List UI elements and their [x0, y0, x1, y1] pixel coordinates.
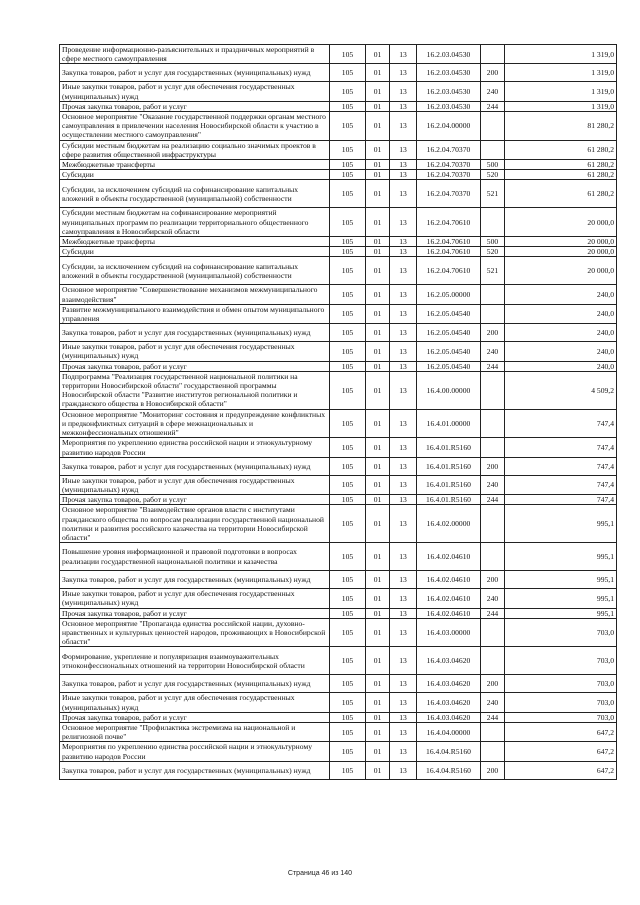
- row-vr: 240: [481, 342, 505, 361]
- row-vr: [481, 742, 505, 761]
- row-pr: 13: [390, 82, 417, 101]
- row-vr: 244: [481, 608, 505, 618]
- row-rz: 01: [366, 647, 390, 675]
- table-row: [60, 475, 617, 494]
- row-name: Прочая закупка товаров, работ и услуг: [60, 712, 330, 722]
- row-pr: 13: [390, 361, 417, 371]
- row-ved: 105: [330, 618, 366, 647]
- row-pr: 13: [390, 371, 417, 409]
- row-pr: 13: [390, 589, 417, 608]
- row-csr: 16.4.02.04610: [417, 571, 481, 589]
- row-rz: 01: [366, 45, 390, 64]
- row-name: Мероприятия по укреплению единства российской нации и этнокультурному развитию народов России: [60, 742, 330, 761]
- row-rz: 01: [366, 693, 390, 712]
- row-csr: 16.2.03.04530: [417, 101, 481, 111]
- row-ved: 105: [330, 438, 366, 457]
- row-name: Закупка товаров, работ и услуг для государственных (муниципальных) нужд: [60, 571, 330, 589]
- row-rz: 01: [366, 140, 390, 159]
- row-csr: 16.2.04.70610: [417, 257, 481, 285]
- row-ved: 105: [330, 475, 366, 494]
- row-name: Иные закупки товаров, работ и услуг для обеспечения государственных (муниципальных) нужд: [60, 693, 330, 712]
- table-row: [60, 543, 617, 571]
- row-name: Субсидии: [60, 247, 330, 257]
- row-csr: 16.2.05.04540: [417, 324, 481, 342]
- row-vr: 521: [481, 180, 505, 208]
- row-vr: [481, 112, 505, 141]
- row-rz: 01: [366, 101, 390, 111]
- row-name: Основное мероприятие "Мониторинг состояния и предупреждение конфликтных и предконфликтных ситуаций в сфере межнациональных и межконфессиональных отношений": [60, 409, 330, 438]
- row-pr: 13: [390, 693, 417, 712]
- row-name: Закупка товаров, работ и услуг для государственных (муниципальных) нужд: [60, 675, 330, 693]
- row-name: Основное мероприятие "Совершенствование механизмов межмуниципального взаимодействия": [60, 285, 330, 304]
- row-pr: 13: [390, 495, 417, 505]
- row-ved: 105: [330, 505, 366, 543]
- row-vr: 200: [481, 571, 505, 589]
- budget-table-body: [60, 45, 617, 780]
- row-sum: 647,2: [505, 761, 617, 779]
- row-vr: 244: [481, 495, 505, 505]
- row-name: Основное мероприятие "Оказание государственной поддержки органам местного самоуправления в привлечении населения Новосибирской области к участию в осуществлении местного самоуправления": [60, 112, 330, 141]
- row-vr: [481, 647, 505, 675]
- row-name: Прочая закупка товаров, работ и услуг: [60, 361, 330, 371]
- row-pr: 13: [390, 457, 417, 475]
- row-csr: 16.2.04.70370: [417, 140, 481, 159]
- table-row: [60, 712, 617, 722]
- row-csr: 16.4.03.00000: [417, 618, 481, 647]
- row-sum: 240,0: [505, 285, 617, 304]
- row-csr: 16.4.02.04610: [417, 543, 481, 571]
- table-row: [60, 285, 617, 304]
- row-rz: 01: [366, 361, 390, 371]
- row-ved: 105: [330, 257, 366, 285]
- row-vr: 500: [481, 237, 505, 247]
- table-row: [60, 82, 617, 101]
- row-vr: 244: [481, 361, 505, 371]
- row-rz: 01: [366, 342, 390, 361]
- row-vr: [481, 304, 505, 323]
- row-vr: 240: [481, 475, 505, 494]
- row-pr: 13: [390, 608, 417, 618]
- row-ved: 105: [330, 543, 366, 571]
- row-name: Иные закупки товаров, работ и услуг для обеспечения государственных (муниципальных) нужд: [60, 342, 330, 361]
- row-name: Иные закупки товаров, работ и услуг для обеспечения государственных (муниципальных) нужд: [60, 475, 330, 494]
- row-pr: 13: [390, 170, 417, 180]
- row-rz: 01: [366, 742, 390, 761]
- row-pr: 13: [390, 45, 417, 64]
- row-name: Мероприятия по укреплению единства российской нации и этнокультурному развитию народов России: [60, 438, 330, 457]
- row-pr: 13: [390, 140, 417, 159]
- row-ved: 105: [330, 712, 366, 722]
- row-sum: 240,0: [505, 304, 617, 323]
- table-row: [60, 371, 617, 409]
- row-csr: 16.2.04.70610: [417, 208, 481, 237]
- row-vr: 200: [481, 457, 505, 475]
- row-name: Межбюджетные трансферты: [60, 160, 330, 170]
- row-ved: 105: [330, 693, 366, 712]
- row-ved: 105: [330, 589, 366, 608]
- row-sum: 1 319,0: [505, 101, 617, 111]
- row-csr: 16.4.01.R5160: [417, 438, 481, 457]
- row-sum: 20 000,0: [505, 237, 617, 247]
- row-pr: 13: [390, 438, 417, 457]
- row-sum: 995,1: [505, 505, 617, 543]
- table-row: [60, 45, 617, 64]
- table-row: [60, 457, 617, 475]
- row-csr: 16.2.05.04540: [417, 304, 481, 323]
- row-vr: [481, 543, 505, 571]
- row-rz: 01: [366, 82, 390, 101]
- row-rz: 01: [366, 247, 390, 257]
- row-sum: 747,4: [505, 409, 617, 438]
- row-vr: [481, 140, 505, 159]
- row-ved: 105: [330, 647, 366, 675]
- row-ved: 105: [330, 342, 366, 361]
- row-ved: 105: [330, 64, 366, 82]
- row-csr: 16.4.04.R5160: [417, 761, 481, 779]
- row-vr: 200: [481, 64, 505, 82]
- row-name: Субсидии, за исключением субсидий на софинансирование капитальных вложений в объекты государственной (муниципальной) собственности: [60, 257, 330, 285]
- row-vr: [481, 45, 505, 64]
- row-rz: 01: [366, 457, 390, 475]
- row-csr: 16.2.04.70610: [417, 237, 481, 247]
- row-csr: 16.2.05.04540: [417, 342, 481, 361]
- row-name: Развитие межмуниципального взаимодействия и обмен опытом муниципального управления: [60, 304, 330, 323]
- row-ved: 105: [330, 112, 366, 141]
- row-pr: 13: [390, 208, 417, 237]
- row-pr: 13: [390, 618, 417, 647]
- row-vr: 520: [481, 170, 505, 180]
- row-sum: 61 280,2: [505, 160, 617, 170]
- row-vr: 500: [481, 160, 505, 170]
- row-rz: 01: [366, 495, 390, 505]
- row-sum: 1 319,0: [505, 45, 617, 64]
- row-sum: 647,2: [505, 742, 617, 761]
- row-sum: 61 280,2: [505, 170, 617, 180]
- row-rz: 01: [366, 409, 390, 438]
- row-csr: 16.4.03.04620: [417, 712, 481, 722]
- row-sum: 1 319,0: [505, 64, 617, 82]
- row-csr: 16.2.04.70370: [417, 180, 481, 208]
- row-sum: 81 280,2: [505, 112, 617, 141]
- row-sum: 240,0: [505, 324, 617, 342]
- row-rz: 01: [366, 208, 390, 237]
- row-csr: 16.4.03.04620: [417, 675, 481, 693]
- row-name: Прочая закупка товаров, работ и услуг: [60, 495, 330, 505]
- row-rz: 01: [366, 475, 390, 494]
- row-sum: 647,2: [505, 722, 617, 741]
- row-ved: 105: [330, 409, 366, 438]
- row-rz: 01: [366, 543, 390, 571]
- row-name: Основное мероприятие "Взаимодействие органов власти с институтами гражданского общества по вопросам реализации государственной национальной политики и развития российского казачества на территории Новосибирской области": [60, 505, 330, 543]
- row-csr: 16.4.03.04620: [417, 693, 481, 712]
- row-rz: 01: [366, 371, 390, 409]
- table-row: [60, 722, 617, 741]
- row-rz: 01: [366, 257, 390, 285]
- row-vr: 240: [481, 589, 505, 608]
- row-csr: 16.2.03.04530: [417, 45, 481, 64]
- row-ved: 105: [330, 82, 366, 101]
- table-row: [60, 693, 617, 712]
- row-pr: 13: [390, 180, 417, 208]
- row-ved: 105: [330, 140, 366, 159]
- row-sum: 995,1: [505, 571, 617, 589]
- row-sum: 4 509,2: [505, 371, 617, 409]
- row-rz: 01: [366, 160, 390, 170]
- row-rz: 01: [366, 608, 390, 618]
- row-pr: 13: [390, 160, 417, 170]
- table-row: [60, 608, 617, 618]
- row-pr: 13: [390, 675, 417, 693]
- row-name: Повышение уровня информационной и правовой подготовки в вопросах реализации государственной национальной политики и казачества: [60, 543, 330, 571]
- row-sum: 61 280,2: [505, 140, 617, 159]
- table-row: [60, 237, 617, 247]
- row-sum: 703,0: [505, 618, 617, 647]
- row-sum: 20 000,0: [505, 257, 617, 285]
- row-name: Иные закупки товаров, работ и услуг для обеспечения государственных (муниципальных) нужд: [60, 82, 330, 101]
- row-sum: 703,0: [505, 647, 617, 675]
- row-sum: 240,0: [505, 361, 617, 371]
- row-sum: 20 000,0: [505, 208, 617, 237]
- row-csr: 16.2.03.04530: [417, 64, 481, 82]
- row-vr: 200: [481, 761, 505, 779]
- row-name: Прочая закупка товаров, работ и услуг: [60, 608, 330, 618]
- table-row: [60, 571, 617, 589]
- row-ved: 105: [330, 675, 366, 693]
- row-vr: [481, 208, 505, 237]
- row-ved: 105: [330, 180, 366, 208]
- row-csr: 16.4.00.00000: [417, 371, 481, 409]
- table-row: [60, 589, 617, 608]
- row-rz: 01: [366, 112, 390, 141]
- table-row: [60, 361, 617, 371]
- page-footer: Страница 46 из 140: [287, 870, 353, 877]
- row-pr: 13: [390, 285, 417, 304]
- table-row: [60, 647, 617, 675]
- row-ved: 105: [330, 170, 366, 180]
- row-name: Субсидии, за исключением субсидий на софинансирование капитальных вложений в объекты государственной (муниципальной) собственности: [60, 180, 330, 208]
- row-sum: 61 280,2: [505, 180, 617, 208]
- row-csr: 16.2.04.70370: [417, 160, 481, 170]
- table-row: [60, 208, 617, 237]
- row-rz: 01: [366, 180, 390, 208]
- row-sum: 995,1: [505, 543, 617, 571]
- row-name: Проведение информационно-разъяснительных и праздничных мероприятий в сфере местного самоуправления: [60, 45, 330, 64]
- row-pr: 13: [390, 112, 417, 141]
- row-vr: [481, 438, 505, 457]
- row-name: Субсидии местным бюджетам на софинансирование мероприятий муниципальных программ по реализации территориального общественного самоуправления в Новосибирской области: [60, 208, 330, 237]
- row-csr: 16.2.04.00000: [417, 112, 481, 141]
- table-row: [60, 495, 617, 505]
- row-vr: [481, 285, 505, 304]
- row-csr: 16.4.04.R5160: [417, 742, 481, 761]
- row-vr: 521: [481, 257, 505, 285]
- table-row: [60, 675, 617, 693]
- row-name: Иные закупки товаров, работ и услуг для обеспечения государственных (муниципальных) нужд: [60, 589, 330, 608]
- table-row: [60, 409, 617, 438]
- row-sum: 20 000,0: [505, 247, 617, 257]
- table-row: [60, 505, 617, 543]
- row-ved: 105: [330, 742, 366, 761]
- row-pr: 13: [390, 543, 417, 571]
- row-pr: 13: [390, 409, 417, 438]
- row-pr: 13: [390, 342, 417, 361]
- row-pr: 13: [390, 247, 417, 257]
- row-sum: 703,0: [505, 712, 617, 722]
- row-rz: 01: [366, 675, 390, 693]
- row-vr: 244: [481, 101, 505, 111]
- row-pr: 13: [390, 64, 417, 82]
- row-rz: 01: [366, 285, 390, 304]
- table-row: [60, 64, 617, 82]
- row-vr: [481, 618, 505, 647]
- row-name: Закупка товаров, работ и услуг для государственных (муниципальных) нужд: [60, 457, 330, 475]
- row-name: Основное мероприятие "Профилактика экстремизма на национальной и религиозной почве": [60, 722, 330, 741]
- row-pr: 13: [390, 571, 417, 589]
- row-csr: 16.4.04.00000: [417, 722, 481, 741]
- row-ved: 105: [330, 371, 366, 409]
- row-name: Закупка товаров, работ и услуг для государственных (муниципальных) нужд: [60, 324, 330, 342]
- table-row: [60, 101, 617, 111]
- row-vr: 240: [481, 693, 505, 712]
- row-sum: 1 319,0: [505, 82, 617, 101]
- row-rz: 01: [366, 722, 390, 741]
- row-rz: 01: [366, 712, 390, 722]
- row-pr: 13: [390, 257, 417, 285]
- row-ved: 105: [330, 237, 366, 247]
- row-rz: 01: [366, 64, 390, 82]
- table-row: [60, 761, 617, 779]
- row-vr: [481, 409, 505, 438]
- row-ved: 105: [330, 722, 366, 741]
- table-row: [60, 324, 617, 342]
- row-pr: 13: [390, 304, 417, 323]
- row-csr: 16.4.02.04610: [417, 608, 481, 618]
- table-row: [60, 140, 617, 159]
- row-csr: 16.2.04.70610: [417, 247, 481, 257]
- row-ved: 105: [330, 160, 366, 170]
- row-ved: 105: [330, 45, 366, 64]
- table-row: [60, 438, 617, 457]
- row-sum: 703,0: [505, 693, 617, 712]
- row-pr: 13: [390, 647, 417, 675]
- row-rz: 01: [366, 304, 390, 323]
- row-pr: 13: [390, 324, 417, 342]
- row-csr: 16.4.01.R5160: [417, 495, 481, 505]
- row-rz: 01: [366, 761, 390, 779]
- row-csr: 16.4.01.R5160: [417, 457, 481, 475]
- row-vr: 244: [481, 712, 505, 722]
- table-row: [60, 618, 617, 647]
- row-ved: 105: [330, 571, 366, 589]
- row-ved: 105: [330, 608, 366, 618]
- row-vr: [481, 371, 505, 409]
- row-pr: 13: [390, 237, 417, 247]
- row-pr: 13: [390, 712, 417, 722]
- row-vr: 200: [481, 324, 505, 342]
- row-name: Субсидии местным бюджетам на реализацию социально значимых проектов в сфере развития общественной инфраструктуры: [60, 140, 330, 159]
- row-ved: 105: [330, 208, 366, 237]
- row-csr: 16.4.03.04620: [417, 647, 481, 675]
- row-csr: 16.2.05.00000: [417, 285, 481, 304]
- row-ved: 105: [330, 457, 366, 475]
- table-row: [60, 342, 617, 361]
- row-ved: 105: [330, 761, 366, 779]
- row-ved: 105: [330, 247, 366, 257]
- row-sum: 747,4: [505, 475, 617, 494]
- row-sum: 703,0: [505, 675, 617, 693]
- row-rz: 01: [366, 571, 390, 589]
- row-name: Закупка товаров, работ и услуг для государственных (муниципальных) нужд: [60, 761, 330, 779]
- row-sum: 995,1: [505, 589, 617, 608]
- table-row: [60, 160, 617, 170]
- row-rz: 01: [366, 505, 390, 543]
- row-ved: 105: [330, 101, 366, 111]
- row-ved: 105: [330, 361, 366, 371]
- row-name: Субсидии: [60, 170, 330, 180]
- row-vr: 200: [481, 675, 505, 693]
- row-vr: [481, 722, 505, 741]
- row-sum: 995,1: [505, 608, 617, 618]
- row-rz: 01: [366, 324, 390, 342]
- row-ved: 105: [330, 285, 366, 304]
- row-csr: 16.4.01.00000: [417, 409, 481, 438]
- table-row: [60, 742, 617, 761]
- row-sum: 240,0: [505, 342, 617, 361]
- row-csr: 16.2.03.04530: [417, 82, 481, 101]
- row-pr: 13: [390, 505, 417, 543]
- row-name: Подпрограмма "Реализация государственной национальной политики на территории Новосибирской области" государственной программы Новосибирской области "Развитие институтов региональной политики и гражданского общества в Новосибирской области": [60, 371, 330, 409]
- row-rz: 01: [366, 170, 390, 180]
- row-name: Формирование, укрепление и популяризация взаимоуважительных этноконфессиональных отношений на территории Новосибирской области: [60, 647, 330, 675]
- row-vr: 520: [481, 247, 505, 257]
- row-ved: 105: [330, 324, 366, 342]
- table-row: [60, 247, 617, 257]
- table-row: [60, 304, 617, 323]
- row-rz: 01: [366, 618, 390, 647]
- row-name: Основное мероприятие "Пропаганда единства российской нации, духовно-нравственных и культурных ценностей народов, проживающих в Новосибирской области": [60, 618, 330, 647]
- row-pr: 13: [390, 475, 417, 494]
- row-sum: 747,4: [505, 495, 617, 505]
- row-csr: 16.4.01.R5160: [417, 475, 481, 494]
- row-pr: 13: [390, 722, 417, 741]
- row-csr: 16.2.04.70370: [417, 170, 481, 180]
- row-rz: 01: [366, 237, 390, 247]
- budget-table: [59, 44, 617, 780]
- row-rz: 01: [366, 589, 390, 608]
- row-sum: 747,4: [505, 457, 617, 475]
- row-rz: 01: [366, 438, 390, 457]
- row-csr: 16.2.05.04540: [417, 361, 481, 371]
- row-name: Прочая закупка товаров, работ и услуг: [60, 101, 330, 111]
- table-row: [60, 180, 617, 208]
- table-row: [60, 112, 617, 141]
- row-vr: [481, 505, 505, 543]
- row-sum: 747,4: [505, 438, 617, 457]
- row-csr: 16.4.02.00000: [417, 505, 481, 543]
- row-ved: 105: [330, 304, 366, 323]
- table-row: [60, 170, 617, 180]
- row-name: Межбюджетные трансферты: [60, 237, 330, 247]
- table-row: [60, 257, 617, 285]
- row-vr: 240: [481, 82, 505, 101]
- row-csr: 16.4.02.04610: [417, 589, 481, 608]
- row-name: Закупка товаров, работ и услуг для государственных (муниципальных) нужд: [60, 64, 330, 82]
- row-ved: 105: [330, 495, 366, 505]
- row-pr: 13: [390, 761, 417, 779]
- row-pr: 13: [390, 742, 417, 761]
- row-pr: 13: [390, 101, 417, 111]
